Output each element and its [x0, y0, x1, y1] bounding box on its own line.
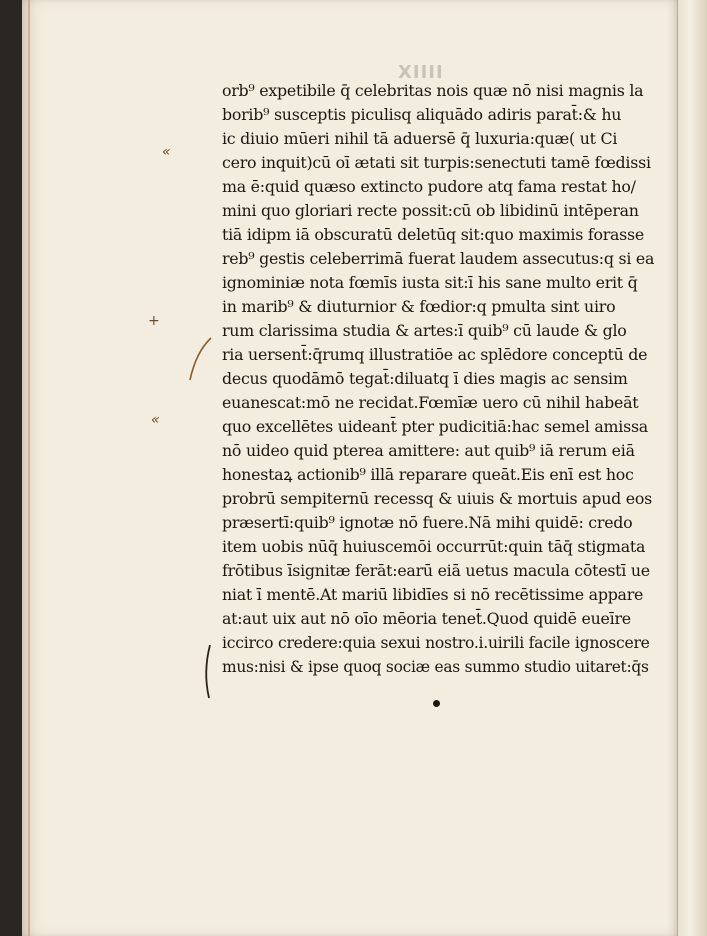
text-line: ignominiæ nota fœmīs iusta sit:ī his sane multo erit q̄ [222, 273, 638, 292]
text-line: niat ī mentē.At mariū libidīes si nō recētissime appare [222, 585, 644, 604]
text-line: cero inquit)cū oī ætati sit turpis:senectuti tamē fœdissi [222, 153, 651, 172]
text-line: borib⁹ susceptis piculisq aliquādo adiris parat̄:& hu [222, 105, 622, 124]
text-line: præsertī:quib⁹ ignotæ nō fuere.Nā mihi quidē: credo [222, 513, 633, 532]
folio-number: XIIII [398, 62, 444, 83]
text-line: frōtibus īsignitæ ferāt:earū eiā uetus macula cōtestī ue [222, 561, 650, 580]
text-line: honestaꝝ actionib⁹ illā reparare queāt.Eis enī est hoc [222, 465, 634, 484]
text-line: quo excellētes uideant̄ pter pudicitiā:hac semel amissa [222, 417, 648, 436]
margin-mark: « [151, 412, 160, 428]
text-line: reb⁹ gestis celeberrimā fuerat laudem assecutus:q si ea [222, 249, 655, 268]
text-block [222, 79, 654, 679]
text-line: probrū sempiternū recessq & uiuis & mortuis apud eos [222, 489, 652, 508]
text-line: ic diuio mūeri nihil tā aduersē q̄ luxuria:quæ( ut Ci [222, 129, 618, 148]
margin-mark: + [148, 313, 160, 329]
margin-mark: « [162, 144, 171, 160]
text-line: mini quo gloriari recte possit:cū ob libidinū intēperan [222, 201, 639, 220]
text-line: euanescat:mō ne recidat.Fœmīæ uero cū nihil habeāt [222, 393, 639, 412]
text-line: iccirco credere:quia sexui nostro.i.uirili facile ignoscere [222, 634, 650, 652]
text-line: ma ē:quid quæso extincto pudore atq fama restat ho/ [222, 177, 636, 196]
text-line: orb⁹ expetibile q̄ celebritas nois quæ nō nisi magnis la [222, 81, 644, 100]
text-line: in marib⁹ & diuturnior & fœdior:q pmulta sint uiro [222, 297, 616, 316]
margin-stroke [190, 338, 211, 380]
text-line: at:aut uix aut nō oīo mēoria tenet̄.Quod quidē eueīre [222, 609, 631, 628]
text-line: nō uideo quid pterea amittere: aut quib⁹ iā rerum eiā [222, 441, 635, 460]
text-line: item uobis nūq̄ huiuscemōi occurrūt:quin tāq̄ stigmata [222, 537, 646, 556]
end-dot [433, 700, 440, 707]
text-line: decus quodāmō tegat̄:diluatq ī dies magis ac sensim [222, 369, 628, 388]
text-line: rum clarissima studia & artes:ī quib⁹ cū laude & glo [222, 321, 627, 340]
text-line: tiā idipm iā obscuratū deletūq sit:quo maximis forasse [222, 225, 644, 244]
margin-bracket [206, 645, 210, 698]
text-line: mus:nisi & ipse quoq sociæ eas summo studio uitaret:q̄s [222, 658, 649, 676]
text-line: ria uersent̄:q̄rumq illustratiōe ac splēdore conceptū de [222, 345, 648, 364]
